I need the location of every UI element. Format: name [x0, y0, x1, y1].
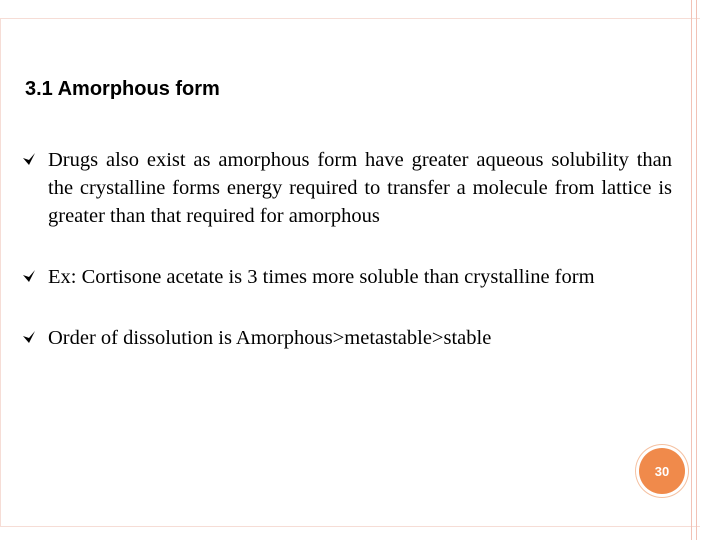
right-decorative-rule [691, 0, 692, 540]
right-decorative-rule [696, 0, 697, 540]
bullet-text: Ex: Cortisone acetate is 3 times more soluble than crystalline form [48, 266, 595, 288]
checkmark-arrow-icon [22, 152, 36, 166]
checkmark-arrow-icon [22, 269, 36, 283]
bullet-item [22, 324, 672, 352]
bullet-item [22, 146, 672, 230]
bottom-frame-line [0, 526, 700, 527]
left-frame-line [0, 18, 1, 526]
bullet-list [22, 146, 672, 352]
slide-title: 3.1 Amorphous form [25, 78, 220, 100]
top-frame-line [0, 18, 700, 19]
bullet-text: Drugs also exist as amorphous form have greater aqueous solubility than the crystalline forms energy required to transfer a molecule from lattice is greater than that required for amorphous [48, 149, 672, 227]
bullet-text: Order of dissolution is Amorphous>metastable>stable [48, 327, 492, 349]
page-number-badge: 30 [639, 448, 685, 494]
checkmark-arrow-icon [22, 330, 36, 344]
bullet-item [22, 263, 672, 291]
